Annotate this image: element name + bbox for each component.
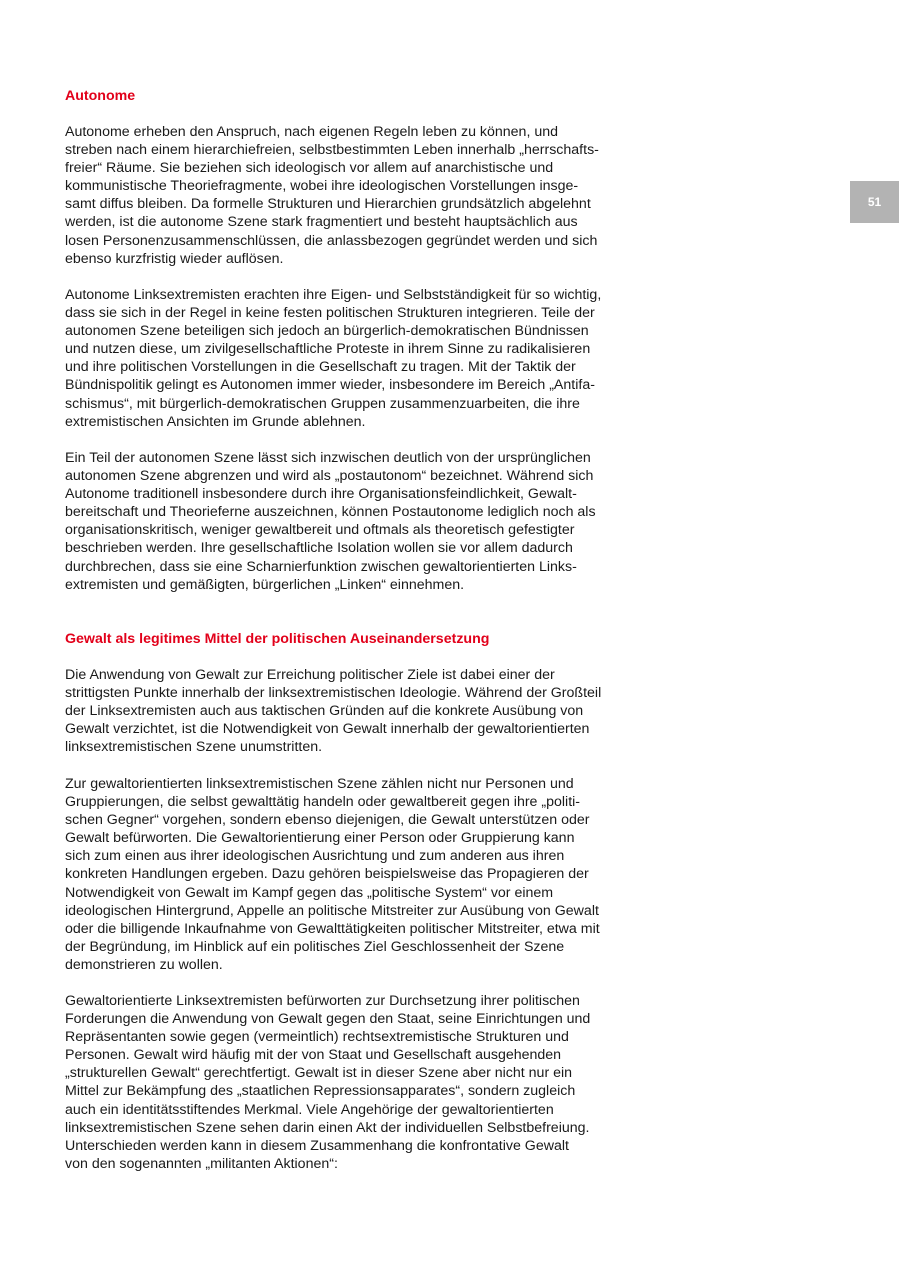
text-line: Gewaltorientierte Linksextremisten befürworten zur Durchsetzung ihrer politischen (65, 993, 580, 1009)
paragraph-autonome-2 (65, 286, 625, 431)
text-line: Personen. Gewalt wird häufig mit der von Staat und Gesellschaft ausgehenden (65, 1047, 562, 1064)
text-line: freier“ Räume. Sie beziehen sich ideologisch vor allem auf anarchistische und (65, 160, 554, 177)
text-line: schen Gegner“ vorgehen, sondern ebenso diejenigen, die Gewalt unterstützen oder (65, 812, 590, 829)
text-line: Mittel zur Bekämpfung des „staatlichen Repressionsapparates“, sondern zugleich (65, 1083, 576, 1100)
text-line: Autonome Linksextremisten erachten ihre Eigen- und Selbstständigkeit für so wichtig, (65, 287, 602, 303)
text-line: streben nach einem hierarchiefreien, selbstbestimmten Leben innerhalb „herrschafts- (65, 142, 599, 159)
text-line: autonomen Szene abgrenzen und wird als „postautonom“ bezeichnet. Während sich (65, 468, 594, 485)
text-line: Autonome traditionell insbesondere durch ihre Organisationsfeindlichkeit, Gewalt- (65, 486, 577, 503)
paragraph-gewalt-2 (65, 775, 625, 974)
text-line: werden, ist die autonome Szene stark fragmentiert und besteht hauptsächlich aus (65, 214, 578, 231)
paragraph-gewalt-1 (65, 666, 625, 756)
text-line: der Begründung, im Hinblick auf ein politisches Ziel Geschlossenheit der Szene (65, 938, 565, 955)
text-line: oder die billigende Inkaufnahme von Gewalttätigkeiten politischer Mitstreiter, etwa mit (65, 920, 600, 937)
text-line: sich zum einen aus ihrer ideologischen Ausrichtung und zum anderen aus ihren (65, 848, 565, 865)
text-line: Autonome erheben den Anspruch, nach eigenen Regeln leben zu können, und (65, 124, 559, 140)
text-line: konkreten Handlungen ergeben. Dazu gehören beispielsweise das Propagieren der (65, 866, 589, 883)
text-line: Zur gewaltorientierten linksextremistischen Szene zählen nicht nur Personen und (65, 776, 574, 792)
text-line: ideologischen Hintergrund, Appelle an politische Mitstreiter zur Ausübung von Gewalt (65, 902, 599, 919)
page-number-badge: 51 (850, 181, 899, 223)
text-line: der Linksextremisten auch aus taktischen Gründen auf die konkrete Ausübung von (65, 703, 584, 720)
text-line: von den sogenannten „militanten Aktionen“: (65, 1155, 338, 1172)
text-line: und nutzen diese, um zivilgesellschaftliche Proteste in ihrem Sinne zu radikalisieren (65, 341, 591, 358)
text-line: Notwendigkeit von Gewalt im Kampf gegen das „politische System“ vor einem (65, 884, 554, 901)
text-line: linksextremistischen Szene sehen darin einen Akt der individuellen Selbstbefreiung. (65, 1119, 590, 1136)
text-line: auch ein identitätsstiftendes Merkmal. Viele Angehörige der gewaltorientierten (65, 1101, 554, 1118)
text-line: ebenso kurzfristig wieder auflösen. (65, 250, 284, 267)
text-line: Gruppierungen, die selbst gewalttätig handeln oder gewaltbereit gegen ihre „politi- (65, 794, 581, 811)
text-line: extremisten und gemäßigten, bürgerlichen „Linken“ einnehmen. (65, 576, 465, 593)
section-heading-gewalt: Gewalt als legitimes Mittel der politischen Auseinandersetzung (65, 631, 490, 647)
text-line: durchbrechen, dass sie eine Scharnierfunktion zwischen gewaltorientierten Links- (65, 558, 577, 575)
text-line: kommunistische Theoriefragmente, wobei ihre ideologischen Vorstellungen insge- (65, 178, 579, 195)
text-line: Repräsentanten sowie gegen (vermeintlich) rechtsextremistische Strukturen und (65, 1029, 569, 1046)
paragraph-autonome-1 (65, 123, 625, 268)
text-line: Die Anwendung von Gewalt zur Erreichung politischer Ziele ist dabei einer der (65, 667, 555, 683)
text-line: schismus“, mit bürgerlich-demokratischen Gruppen zusammenzuarbeiten, die ihre (65, 395, 580, 412)
section-heading-autonome: Autonome (65, 88, 136, 104)
text-line: Gewalt verzichtet, ist die Notwendigkeit von Gewalt innerhalb der gewaltorientierten (65, 721, 590, 738)
text-line: und ihre politischen Vorstellungen in die Gesellschaft zu tragen. Mit der Taktik der (65, 359, 576, 376)
text-line: strittigsten Punkte innerhalb der linksextremistischen Ideologie. Während der Großteil (65, 685, 602, 702)
text-line: demonstrieren zu wollen. (65, 956, 223, 973)
text-line: „strukturellen Gewalt“ gerechtfertigt. Gewalt ist in dieser Szene aber nicht nur ein (65, 1065, 573, 1082)
text-line: Unterschieden werden kann in diesem Zusammenhang die konfrontative Gewalt (65, 1137, 569, 1154)
text-line: Bündnispolitik gelingt es Autonomen immer wieder, insbesondere im Bereich „Antifa- (65, 377, 595, 394)
paragraph-gewalt-3 (65, 992, 625, 1173)
text-line: dass sie sich in der Regel in keine festen politischen Strukturen integrieren. Teile der (65, 305, 595, 322)
text-line: Gewalt befürworten. Die Gewaltorientierung einer Person oder Gruppierung kann (65, 830, 575, 847)
text-line: Forderungen die Anwendung von Gewalt gegen den Staat, seine Einrichtungen und (65, 1011, 591, 1028)
text-line: beschrieben werden. Ihre gesellschaftliche Isolation wollen sie vor allem dadurch (65, 540, 573, 557)
text-line: samt diffus bleiben. Da formelle Strukturen und Hierarchien grundsätzlich abgelehnt (65, 196, 591, 213)
text-line: autonomen Szene beteiligen sich jedoch an bürgerlich-demokratischen Bündnissen (65, 323, 589, 340)
text-line: Ein Teil der autonomen Szene lässt sich inzwischen deutlich von der ursprünglichen (65, 450, 591, 466)
text-line: extremistischen Ansichten im Grunde ablehnen. (65, 413, 366, 430)
text-line: linksextremistischen Szene unumstritten. (65, 739, 323, 756)
text-line: bereitschaft und Theorieferne auszeichnen, können Postautonome lediglich noch als (65, 504, 596, 521)
paragraph-autonome-3 (65, 449, 625, 594)
text-line: organisationskritisch, weniger gewaltbereit und oftmals als theoretisch gefestigter (65, 522, 575, 539)
text-line: losen Personenzusammenschlüssen, die anlassbezogen gegründet werden und sich (65, 232, 598, 249)
